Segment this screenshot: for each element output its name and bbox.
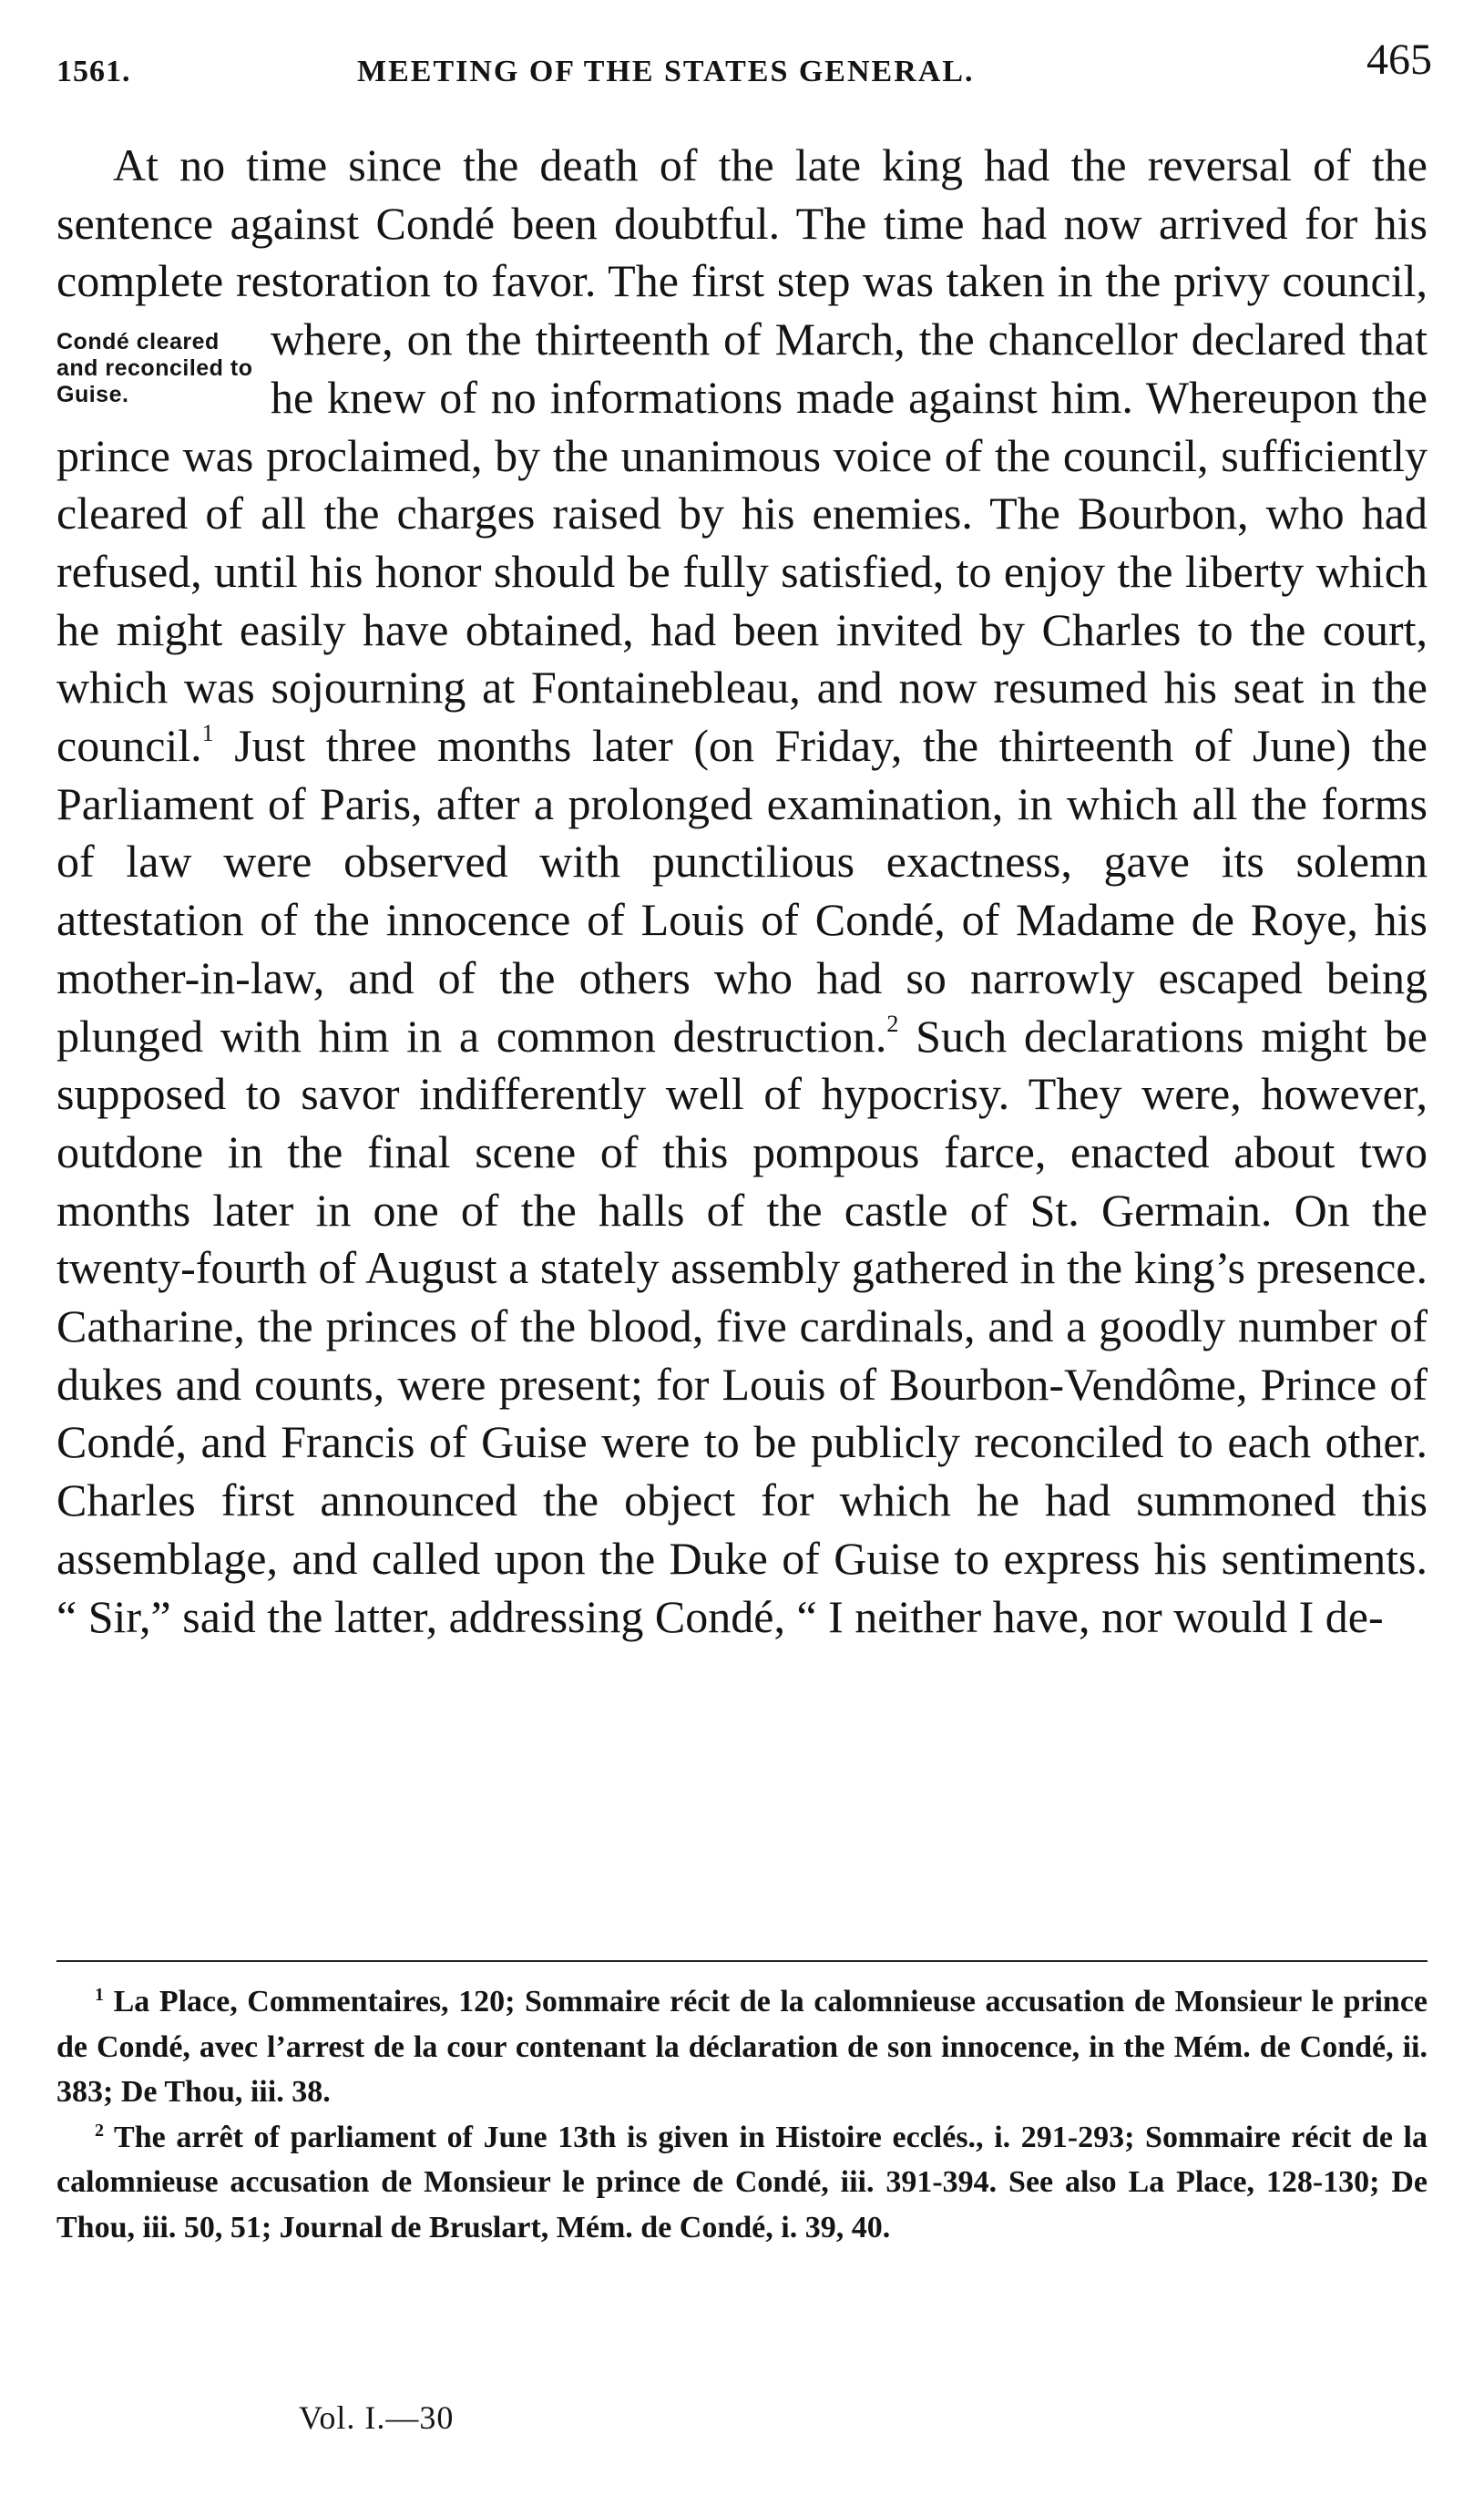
header-year: 1561. [56,55,131,88]
signature-mark: Vol. I.—30 [299,2399,455,2436]
footnote-ref-1: 1 [201,720,214,747]
footnote-2-marker: 2 [95,2120,104,2141]
body-text-part-3: Just three months later (on Friday, the thirteenth of June) the Parliament of Paris, after a prolonged examination, in which all the forms of law were observed with punctilious exactness, gave its solemn attestation of the innocence of Louis of Condé, of Madame de Roye, his mother-in-law, and of the others who had so narrowly escaped being plunged with him in a common destruction. [56,720,1428,1062]
page-number: 465 [1366,36,1432,84]
footnote-divider [56,1960,1428,1962]
running-header [56,35,1432,89]
footnotes [56,1979,1428,2250]
footnote-1 [56,1979,1428,2115]
body-text-part-2: March, the chancellor declared that he knew of no informations made against him. Whereupon the prince was proclaimed, by the unanimous voice of the council, sufficiently cleared of all the charges raised by his enemies. The Bourbon, who had refused, until his honor should be fully satisfied, to enjoy the liberty which he might easily have obtained, had been invited by Charles to the court, which was sojourning at Fontainebleau, and now resumed his seat in the council. [56,313,1428,772]
body-paragraph [56,137,1428,1646]
body-text-part-1: At no time since the death of the late king had the reversal of the sentence against Condé been doubtful. The time had now arrived for his complete restoration to favor. The first step was taken in the privy council, where, on the thirteenth of [56,139,1428,365]
header-title: MEETING OF THE STATES GENERAL. [357,55,975,88]
footnote-2 [56,2115,1428,2251]
footnote-2-text: The arrêt of parliament of June 13th is given in Histoire ecclés., i. 291-293; Sommaire récit de la calomnieuse accusation de Monsieur le prince de Condé, iii. 391-394. See also La Place, 128-130; De Thou, iii. 50, 51; Journal de Bruslart, Mém. de Condé, i. 39, 40. [56,2120,1428,2244]
footnote-1-text: La Place, Commentaires, 120; Sommaire récit de la calomnieuse accusation de Monsieur le prince de Condé, avec l’arrest de la cour contenant la déclaration de son innocence, in the Mém. de Condé, ii. 383; De Thou, iii. 38. [56,1985,1428,2109]
body-text [56,137,1428,1646]
margin-note: Condé cleared and reconciled to Guise. [56,329,253,408]
footnote-ref-2: 2 [886,1010,899,1037]
body-text-part-4: Such declarations might be supposed to savor indifferently well of hypocrisy. They were, however, outdone in the final scene of this pompous farce, enacted about two months later in one of the halls of the castle of St. Germain. On the twenty-fourth of August a stately assembly gathered in the king’s presence. Catharine, the princes of the blood, five cardinals, and a goodly number of dukes and counts, were present; for Louis of Bourbon-Vendôme, Prince of Condé, and Francis of Guise were to be publicly reconciled to each other. Charles first announced the object for which he had summoned this assemblage, and called upon the Duke of Guise to express his sentiments. “ Sir,” said the latter, addressing Condé, “ I neither have, nor would I de- [56,1010,1428,1642]
footnote-1-marker: 1 [95,1985,104,2005]
